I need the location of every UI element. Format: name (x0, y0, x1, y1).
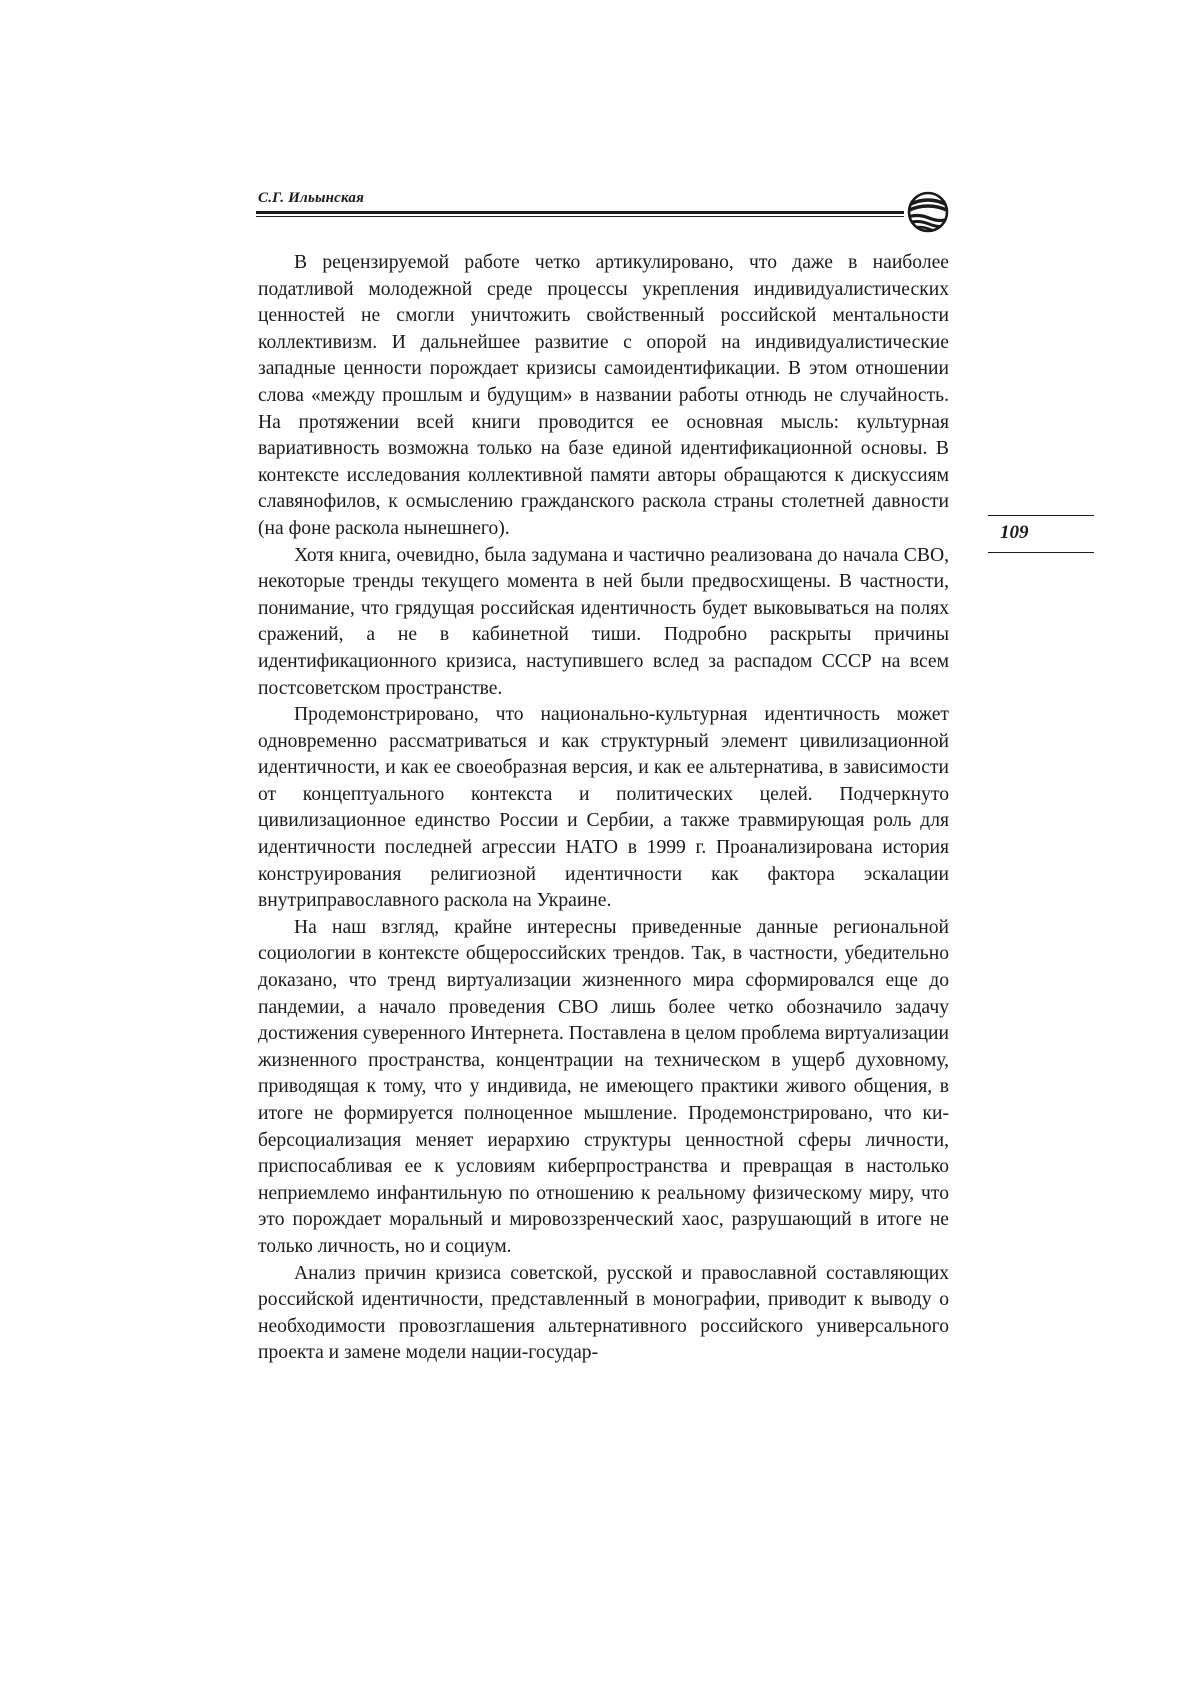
journal-emblem-icon (903, 190, 953, 234)
paragraph: На наш взгляд, крайне интересны приведенные данные региональной социологии в контексте общероссийских трендов. Так, в частности, убедительно доказано, что тренд виртуализации жизненного мира сформировался еще до пандемии, а начало проведения СВО лишь более четко обозначило задачу достижения суверенного Интернета. Поставлена в целом проблема виртуализации жизненного пространства, концентрации на техническом в ущерб духовному, приводящая к тому, что у индивида, не имеющего практики живого общения, в итоге не формируется полноценное мышление. Продемонстрировано, что киберсоциализация меняет иерархию структуры ценностной сферы личности, приспосабливая ее к условиям киберпространства и превращая в настолько неприемлемо инфантильную по отношению к реальному физическому миру, что это порождает моральный и мировоззренческий хаос, разрушающий в итоге не только личность, но и социум. (258, 916, 949, 1257)
header-rule-thick (256, 211, 904, 214)
paragraph: Анализ причин кризиса советской, русской и православной составляющих российской идентичности, представленный в монографии, приводит к выводу о необходимости провозглашения альтернативного российского универсального проекта и замене модели нации-государ- (258, 1262, 949, 1364)
paragraph: В рецензируемой работе четко артикулировано, что даже в наиболее податливой молодежной среде процессы укрепления индивидуалистических ценностей не смогли уничтожить свойственный российской ментальности коллективизм. И дальнейшее развитие с опорой на индивидуалистические западные ценности порождает кризисы самоидентификации. В этом отношении слова «между прошлым и будущим» в названии работы отнюдь не случайность. На протяжении всей книги проводится ее основная мысль: культурная вариативность возможна только на базе единой идентификационной основы. В контексте исследования коллективной памяти авторы обращаются к дискуссиям славянофилов, к осмыслению гражданского раскола страны столетней давности (на фоне раскола нынешнего). (258, 252, 949, 539)
page-number-box (988, 515, 1094, 553)
running-head-author: С.Г. Ильынская (258, 190, 365, 206)
main-text (258, 250, 949, 1367)
page-number: 109 (1000, 522, 1029, 543)
paragraph: Хотя книга, очевидно, была задумана и частично реализована до начала СВО, некоторые тренды текущего момента в ней были предвосхищены. В частности, понимание, что грядущая российская идентичность будет выковываться на полях сражений, а не в кабинетной тиши. Подробно раскрыты причины идентификационного кризиса, наступившего вслед за распадом СССР на всем постсоветском пространстве. (258, 544, 949, 699)
header-rule-thin (256, 216, 904, 217)
paragraph: Продемонстрировано, что национально-культурная идентичность может одновременно рассматриваться и как структурный элемент цивилизационной идентичности, и как ее своеобразная версия, и как ее альтернатива, в зависимости от концептуального контекста и политических целей. Подчеркнуто цивилизационное единство России и Сербии, а также травмирующая роль для идентичности последней агрессии НАТО в 1999 г. Проанализирована история конструирования религиозной идентичности как фактора эскалации внутриправославного раскола на Украине. (258, 704, 949, 912)
